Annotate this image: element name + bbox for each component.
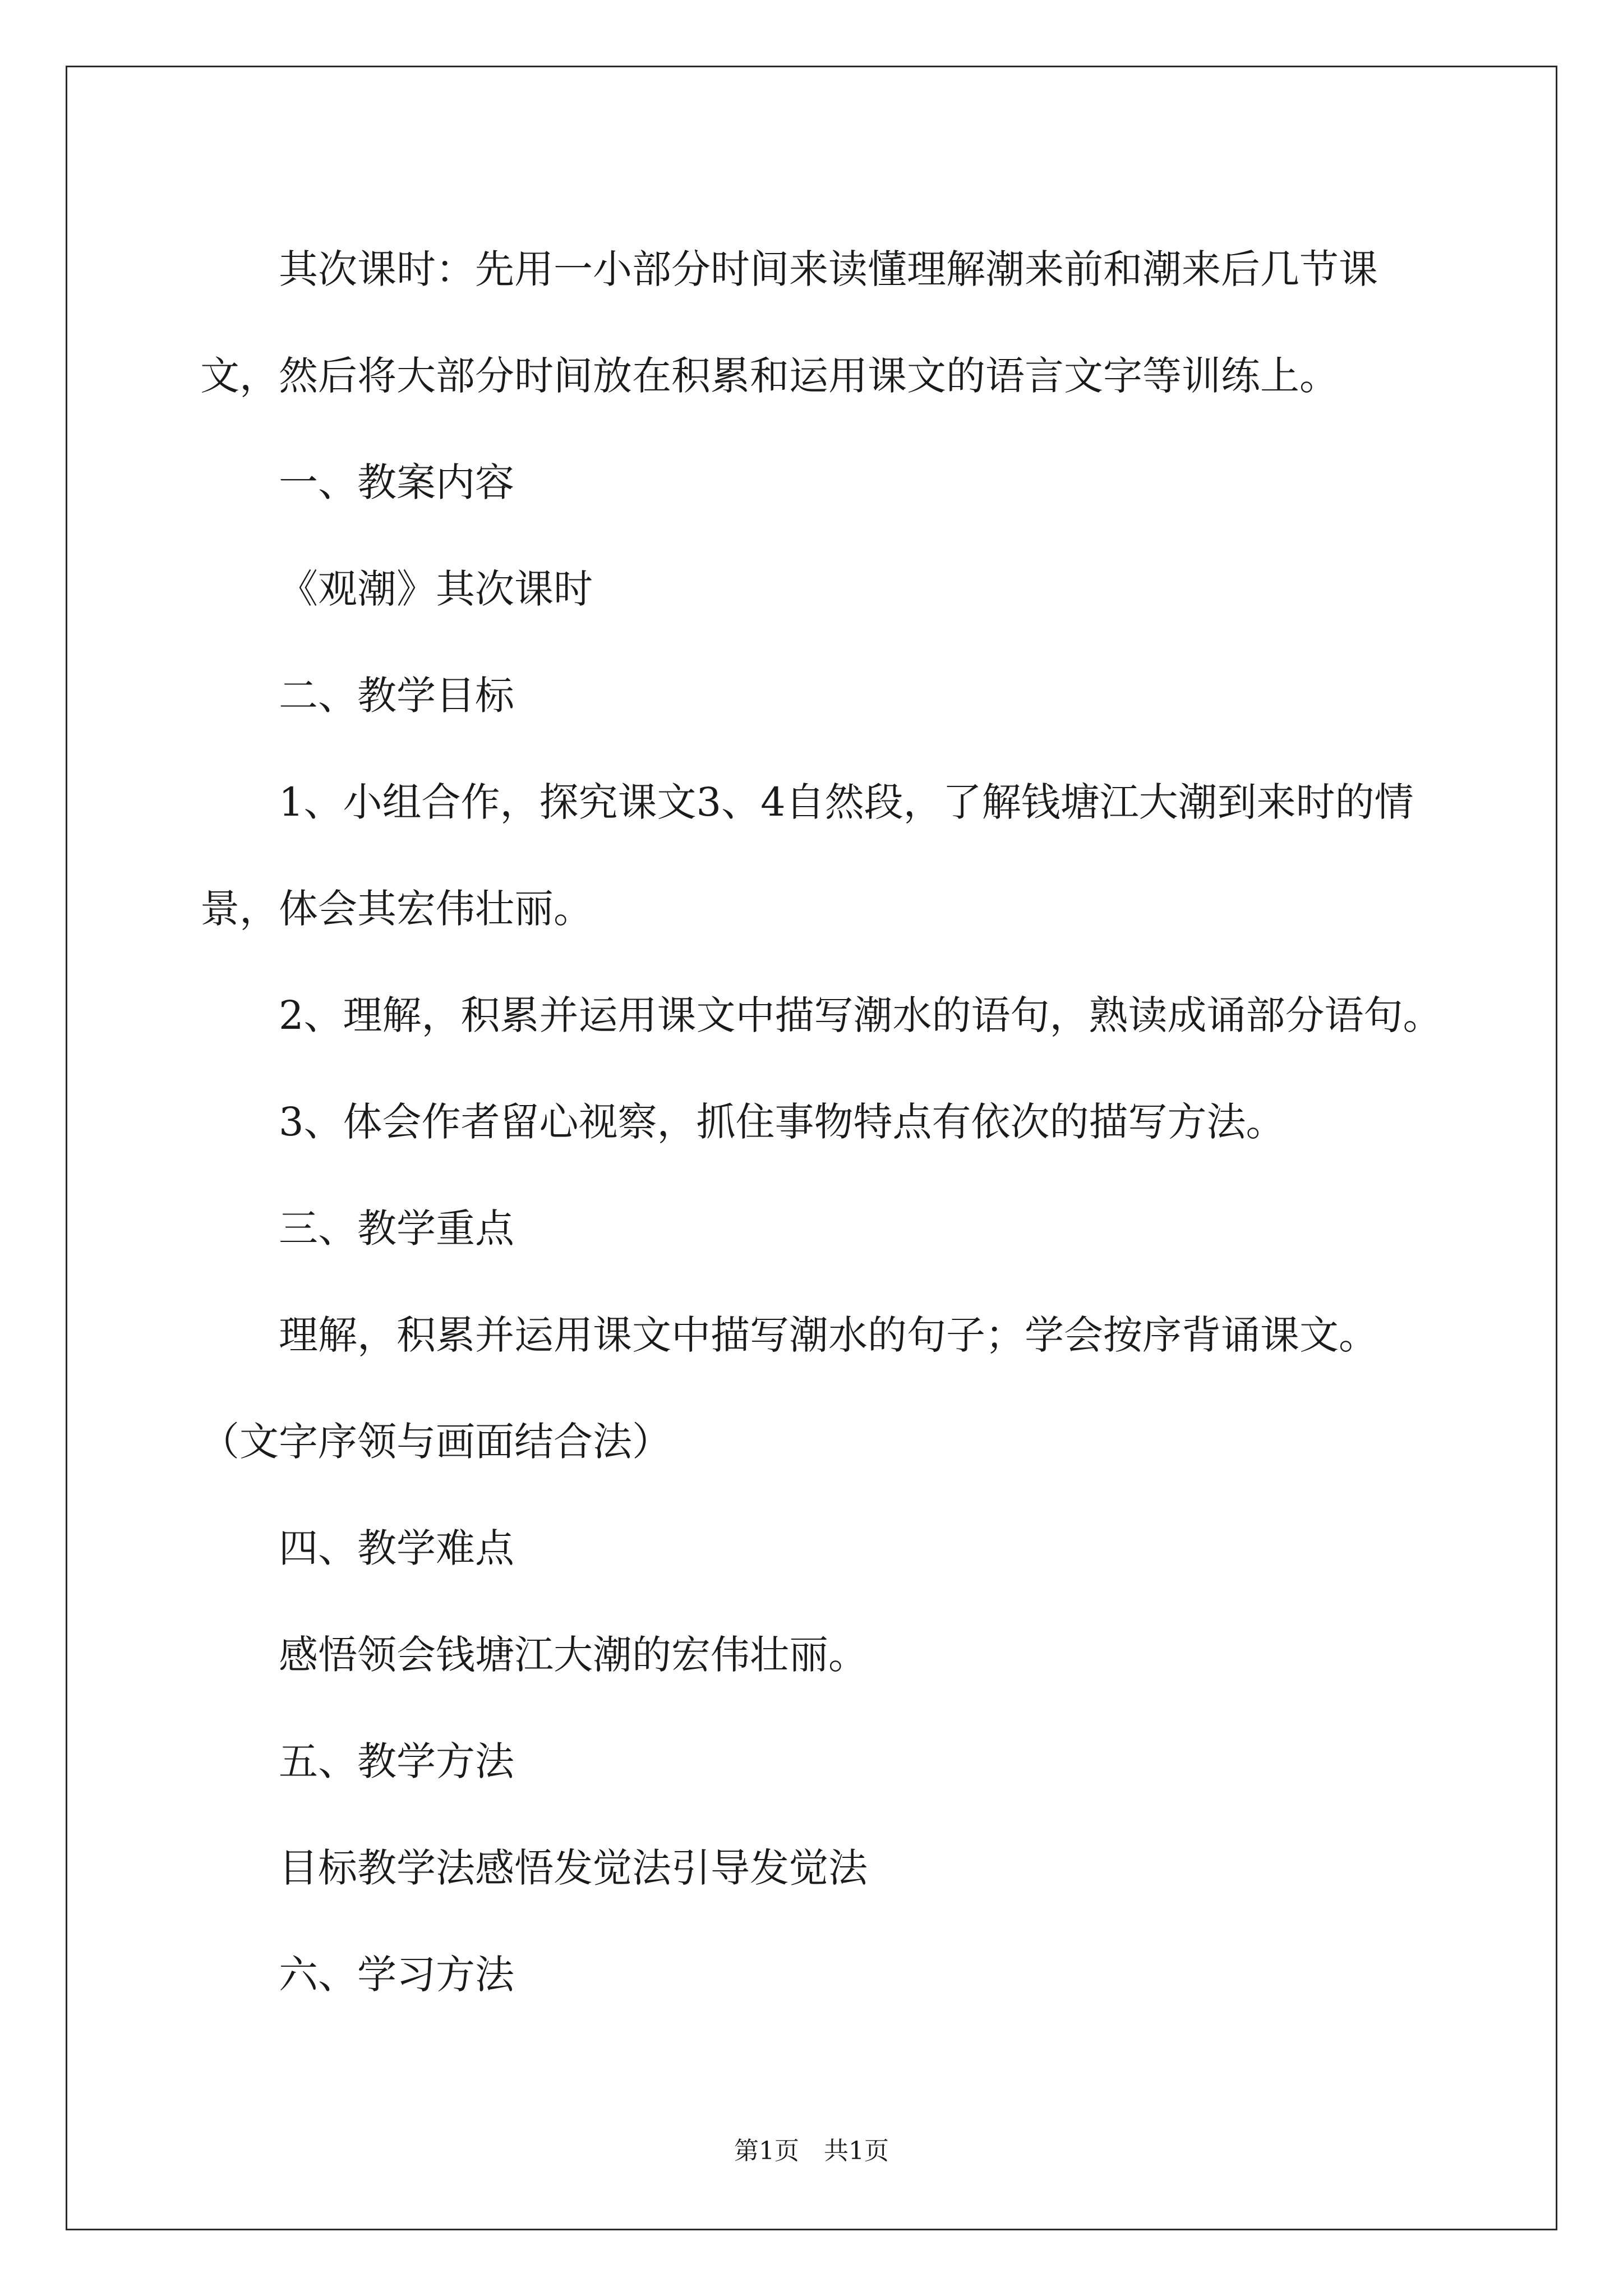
document-body [200, 216, 1442, 2028]
paragraph-teaching-method: 目标教学法感悟发觉法引导发觉法 [279, 1845, 868, 1891]
goal-item-3: 3、体会作者留心视察，抓住事物特点有依次的描写方法。 [279, 1099, 1285, 1145]
heading-teaching-method: 五、教学方法 [279, 1738, 514, 1784]
heading-lesson-content: 一、教案内容 [279, 459, 514, 505]
heading-teaching-goals: 二、教学目标 [279, 673, 514, 719]
page-footer [0, 2134, 1623, 2168]
page-total-label: 共1页 [824, 2137, 889, 2165]
goal-item-1: 1、小组合作，探究课文3、4自然段，了解钱塘江大潮到来时的情景，体会其宏伟壮丽。 [200, 779, 1414, 932]
paragraph-teaching-difficulty: 感悟领会钱塘江大潮的宏伟壮丽。 [279, 1632, 868, 1678]
paragraph-teaching-focus: 理解，积累并运用课文中描写潮水的句子；学会按序背诵课文。（文字序领与画面结合法） [200, 1312, 1378, 1465]
heading-teaching-focus: 三、教学重点 [279, 1205, 514, 1251]
heading-teaching-difficulty: 四、教学难点 [279, 1525, 514, 1571]
page-number-label: 第1页 [734, 2137, 799, 2165]
paragraph-lesson-overview: 其次课时：先用一小部分时间来读懂理解潮来前和潮来后几节课文，然后将大部分时间放在积累和运用课文的语言文字等训练上。 [200, 246, 1378, 399]
paragraph-lesson-title: 《观潮》其次课时 [279, 566, 593, 612]
goal-item-2: 2、理解，积累并运用课文中描写潮水的语句，熟读成诵部分语句。 [279, 992, 1442, 1038]
heading-learning-method: 六、学习方法 [279, 1952, 514, 1998]
